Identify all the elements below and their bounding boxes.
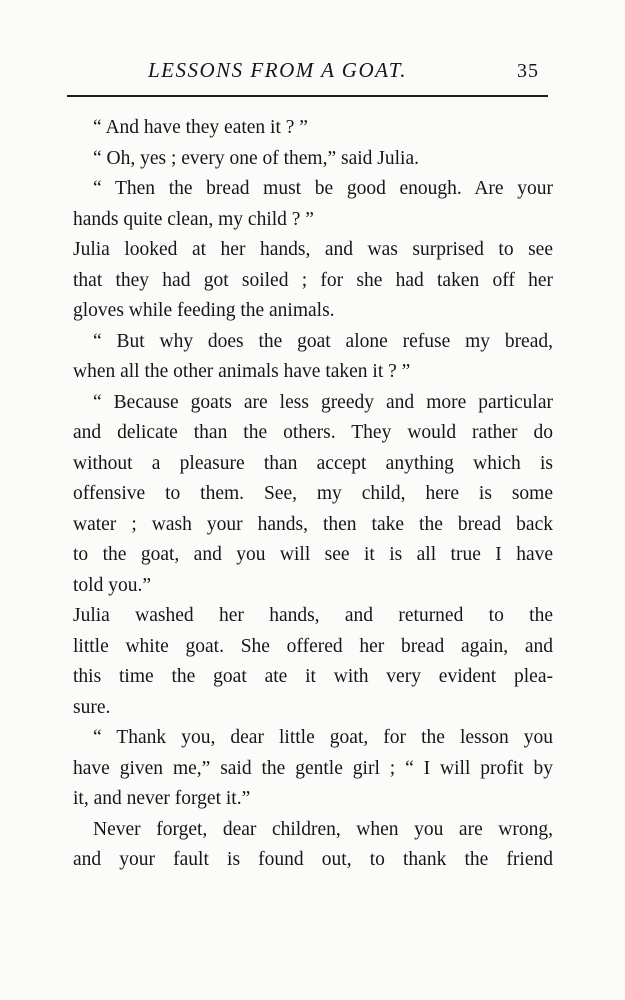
text-line: gloves while feeding the animals. (73, 300, 335, 321)
text-line: sure. (73, 696, 111, 718)
text-line: Julia washed her hands, and returned to the (73, 605, 553, 626)
text-line: water ; wash your hands, then take the bread back (73, 513, 553, 535)
text-line: “ Because goats are less greedy and more particular (93, 391, 553, 413)
text-line: have given me,” said the gentle girl ; “ I will profit by (73, 757, 553, 779)
text-line: it, and never forget it.” (73, 788, 251, 809)
text-line: “ And have they eaten it ? ” (93, 117, 308, 138)
text-line: and your fault is found out, to thank the friend (73, 849, 553, 870)
text-line: little white goat. She offered her bread again, and (73, 635, 553, 657)
text-line: “ Thank you, dear little goat, for the lesson you (93, 727, 553, 748)
running-head: LESSONS FROM A GOAT. (148, 58, 408, 82)
text-line: told you.” (73, 574, 151, 596)
text-line: and delicate than the others. They would rather do (73, 422, 553, 443)
header-rule (67, 95, 548, 97)
page-number: 35 (517, 60, 539, 82)
text-line: Never forget, dear children, when you are wrong, (93, 818, 553, 840)
text-line: to the goat, and you will see it is all true I have (73, 544, 553, 565)
text-line: hands quite clean, my child ? ” (73, 208, 314, 230)
text-line: “ Then the bread must be good enough. Are your (93, 178, 553, 199)
text-line: without a pleasure than accept anything which is (73, 452, 553, 474)
text-line: this time the goat ate it with very evident plea- (73, 666, 553, 687)
text-line: when all the other animals have taken it ? ” (73, 361, 411, 382)
text-line: “ But why does the goat alone refuse my bread, (93, 330, 553, 352)
text-line: offensive to them. See, my child, here is some (73, 483, 553, 504)
text-line: that they had got soiled ; for she had taken off her (73, 269, 553, 291)
body-text (73, 113, 553, 876)
text-line: Julia looked at her hands, and was surprised to see (73, 239, 553, 260)
text-line: “ Oh, yes ; every one of them,” said Julia. (93, 147, 419, 169)
